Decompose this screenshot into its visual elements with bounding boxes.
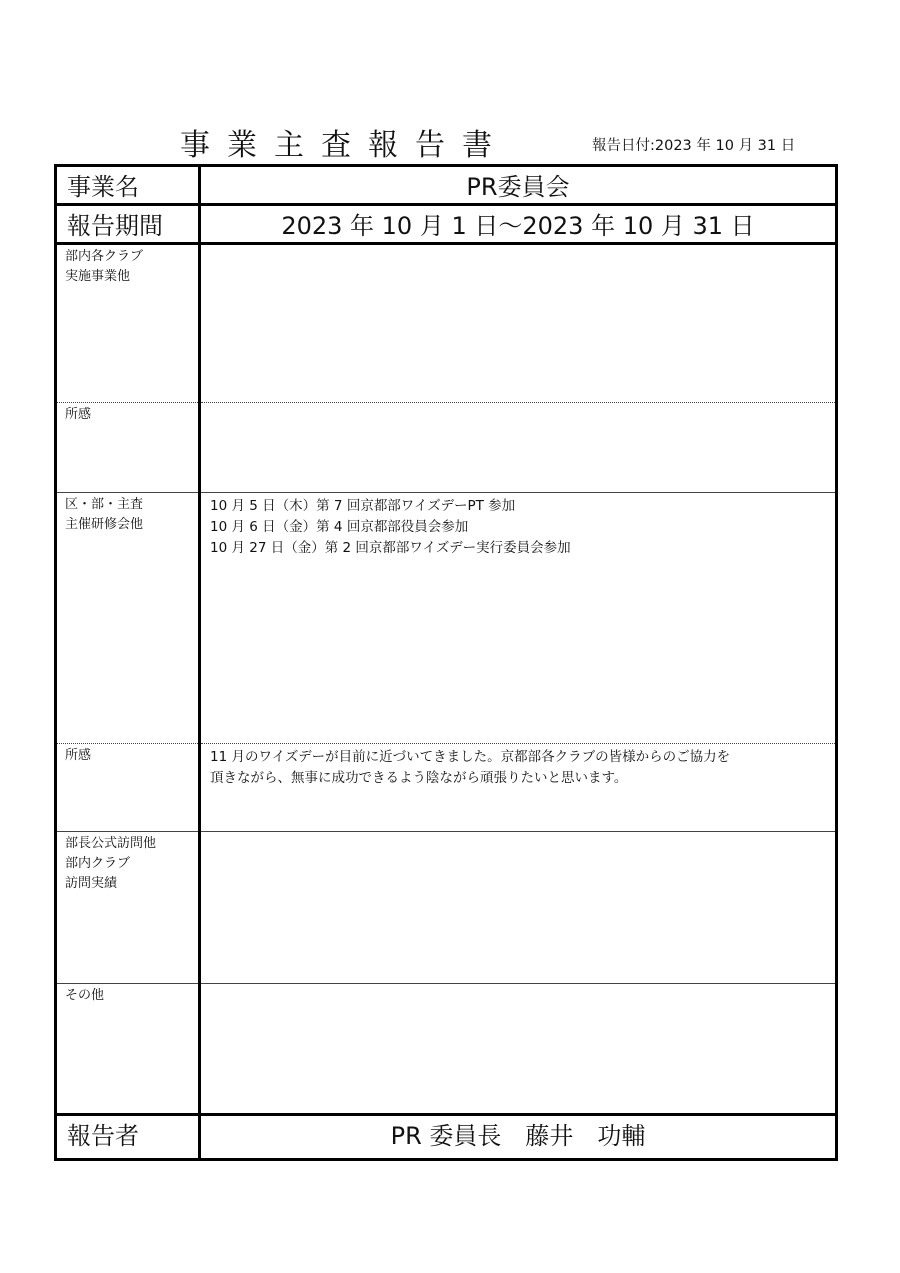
section-content: 11 月のワイズデーが目前に近づいてきました。京都部各クラブの皆様からのご協力を 頂きながら、無事に成功できるよう陰ながら頑張りたいと思います。 [200, 743, 837, 831]
section-label: その他 [56, 984, 200, 1114]
section-impressions-2 [56, 743, 837, 831]
report-date: 報告日付:2023 年 10 月 31 日 [592, 138, 796, 154]
period-row [56, 205, 837, 244]
period-value: 2023 年 10 月 1 日～2023 年 10 月 31 日 [200, 205, 837, 244]
section-other [56, 984, 837, 1114]
project-name-value: PR委員会 [200, 166, 837, 205]
period-label: 報告期間 [56, 205, 200, 244]
section-content [200, 244, 837, 402]
section-label: 所感 [56, 402, 200, 492]
section-label: 部内各クラブ 実施事業他 [56, 244, 200, 402]
section-label: 区・部・主査 主催研修会他 [56, 492, 200, 743]
section-club-activities [56, 244, 837, 402]
reporter-value: PR 委員長 藤井 功輔 [390, 1121, 646, 1150]
reporter-row [56, 1114, 837, 1159]
section-official-visits [56, 831, 837, 983]
reporter-label: 報告者 [56, 1114, 200, 1159]
section-content: 10 月 5 日（木）第 7 回京都部ワイズデーPT 参加 10 月 6 日（金）第 4 回京都部役員会参加 10 月 27 日（金）第 2 回京都部ワイズデー実行委員会参加 [200, 492, 837, 743]
section-content [200, 831, 837, 983]
section-training-events [56, 492, 837, 743]
section-content [200, 984, 837, 1114]
section-label: 部長公式訪問他 部内クラブ 訪問実績 [56, 831, 200, 983]
project-name-label: 事業名 [56, 166, 200, 205]
section-label: 所感 [56, 743, 200, 831]
project-name-row [56, 166, 837, 205]
document-title: 事業主査報告書 [180, 128, 509, 163]
report-form [54, 164, 838, 1161]
section-impressions-1 [56, 402, 837, 492]
section-content [200, 402, 837, 492]
